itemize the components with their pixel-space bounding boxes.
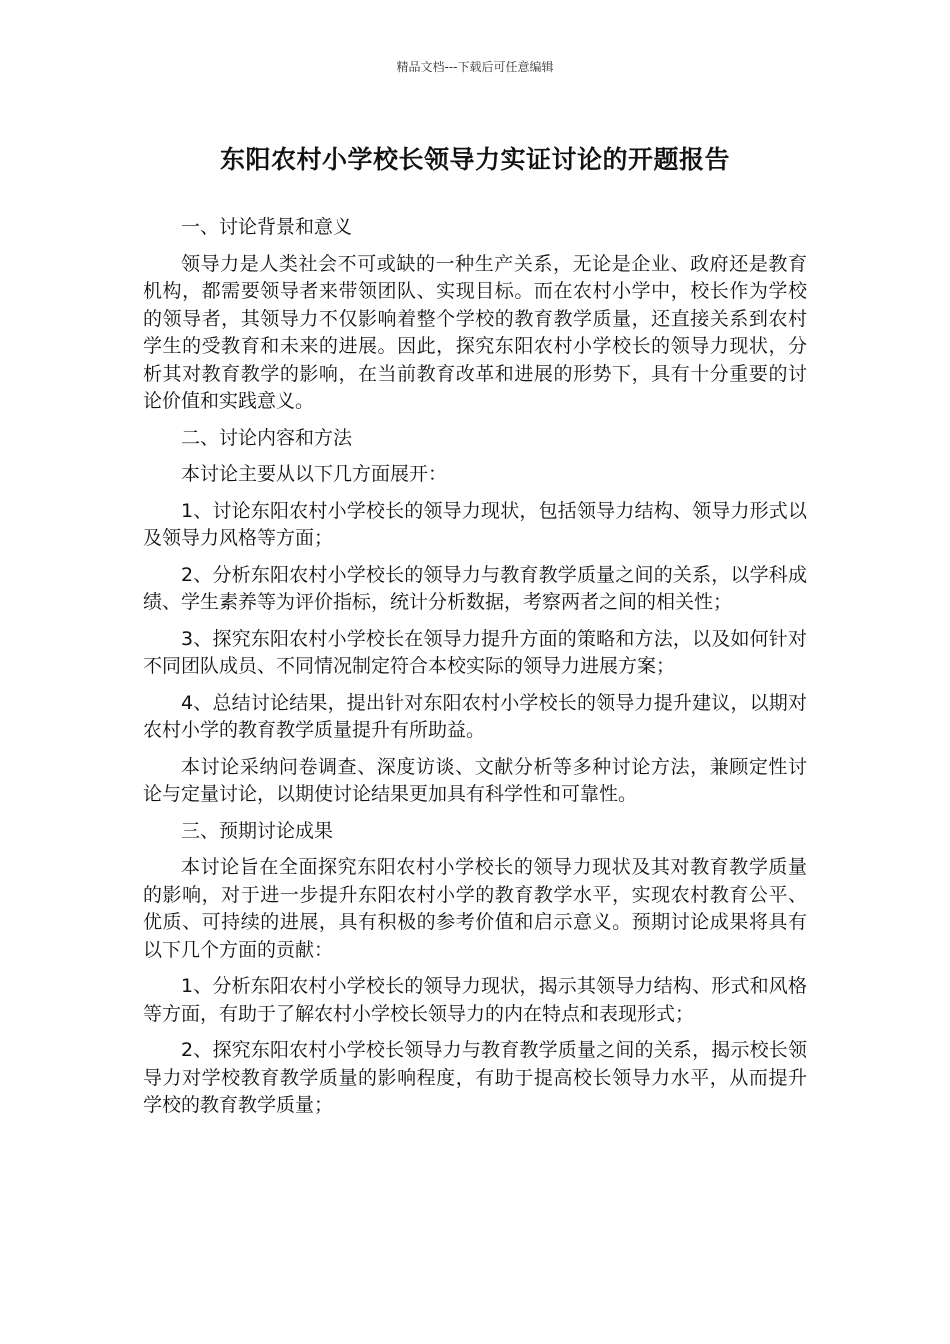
paragraph-expected-results: 本讨论旨在全面探究东阳农村小学校长的领导力现状及其对教育教学质量的影响，对于进一步提升东阳农村小学的教育教学水平，实现农村教育公平、优质、可持续的进展，具有积极的参考价值和启示意义。预期讨论成果将具有以下几个方面的贡献： bbox=[143, 856, 807, 961]
paragraph-method: 本讨论采纳问卷调查、深度访谈、文献分析等多种讨论方法，兼顾定性讨论与定量讨论，以期使讨论结果更加具有科学性和可靠性。 bbox=[143, 755, 807, 805]
document-body bbox=[143, 214, 807, 1129]
document-title: 东阳农村小学校长领导力实证讨论的开题报告 bbox=[219, 145, 730, 174]
section-heading-content-method: 二、讨论内容和方法 bbox=[181, 426, 353, 449]
paragraph-background: 领导力是人类社会不可或缺的一种生产关系，无论是企业、政府还是教育机构，都需要领导者来带领团队、实现目标。而在农村小学中，校长作为学校的领导者，其领导力不仅影响着整个学校的教育教学质量，还直接关系到农村学生的受教育和未来的进展。因此，探究东阳农村小学校长的领导力现状，分析其对教育教学的影响，在当前教育改革和进展的形势下，具有十分重要的讨论价值和实践意义。 bbox=[143, 252, 807, 412]
section-heading-background: 一、讨论背景和意义 bbox=[181, 216, 353, 238]
paragraph-content-intro: 本讨论主要从以下几方面展开： bbox=[181, 463, 448, 485]
list-item-result-1: 1、分析东阳农村小学校长的领导力现状，揭示其领导力结构、形式和风格等方面，有助于了解农村小学校长领导力的内在特点和表现形式； bbox=[143, 975, 807, 1025]
list-item-content-3: 3、探究东阳农村小学校长在领导力提升方面的策略和方法，以及如何针对不同团队成员、不同情况制定符合本校实际的领导力进展方案； bbox=[143, 627, 807, 677]
page-header-note: 精品文档---下载后可任意编辑 bbox=[396, 60, 554, 74]
section-heading-expected-results: 三、预期讨论成果 bbox=[181, 819, 334, 842]
list-item-content-1: 1、讨论东阳农村小学校长的领导力现状，包括领导力结构、领导力形式以及领导力风格等方面； bbox=[143, 499, 807, 549]
list-item-content-4: 4、总结讨论结果，提出针对东阳农村小学校长的领导力提升建议，以期对农村小学的教育教学质量提升有所助益。 bbox=[143, 691, 807, 741]
list-item-result-2: 2、探究东阳农村小学校长领导力与教育教学质量之间的关系，揭示校长领导力对学校教育教学质量的影响程度，有助于提高校长领导力水平，从而提升学校的教育教学质量； bbox=[143, 1039, 807, 1116]
list-item-content-2: 2、分析东阳农村小学校长的领导力与教育教学质量之间的关系，以学科成绩、学生素养等为评价指标，统计分析数据，考察两者之间的相关性； bbox=[143, 563, 807, 613]
